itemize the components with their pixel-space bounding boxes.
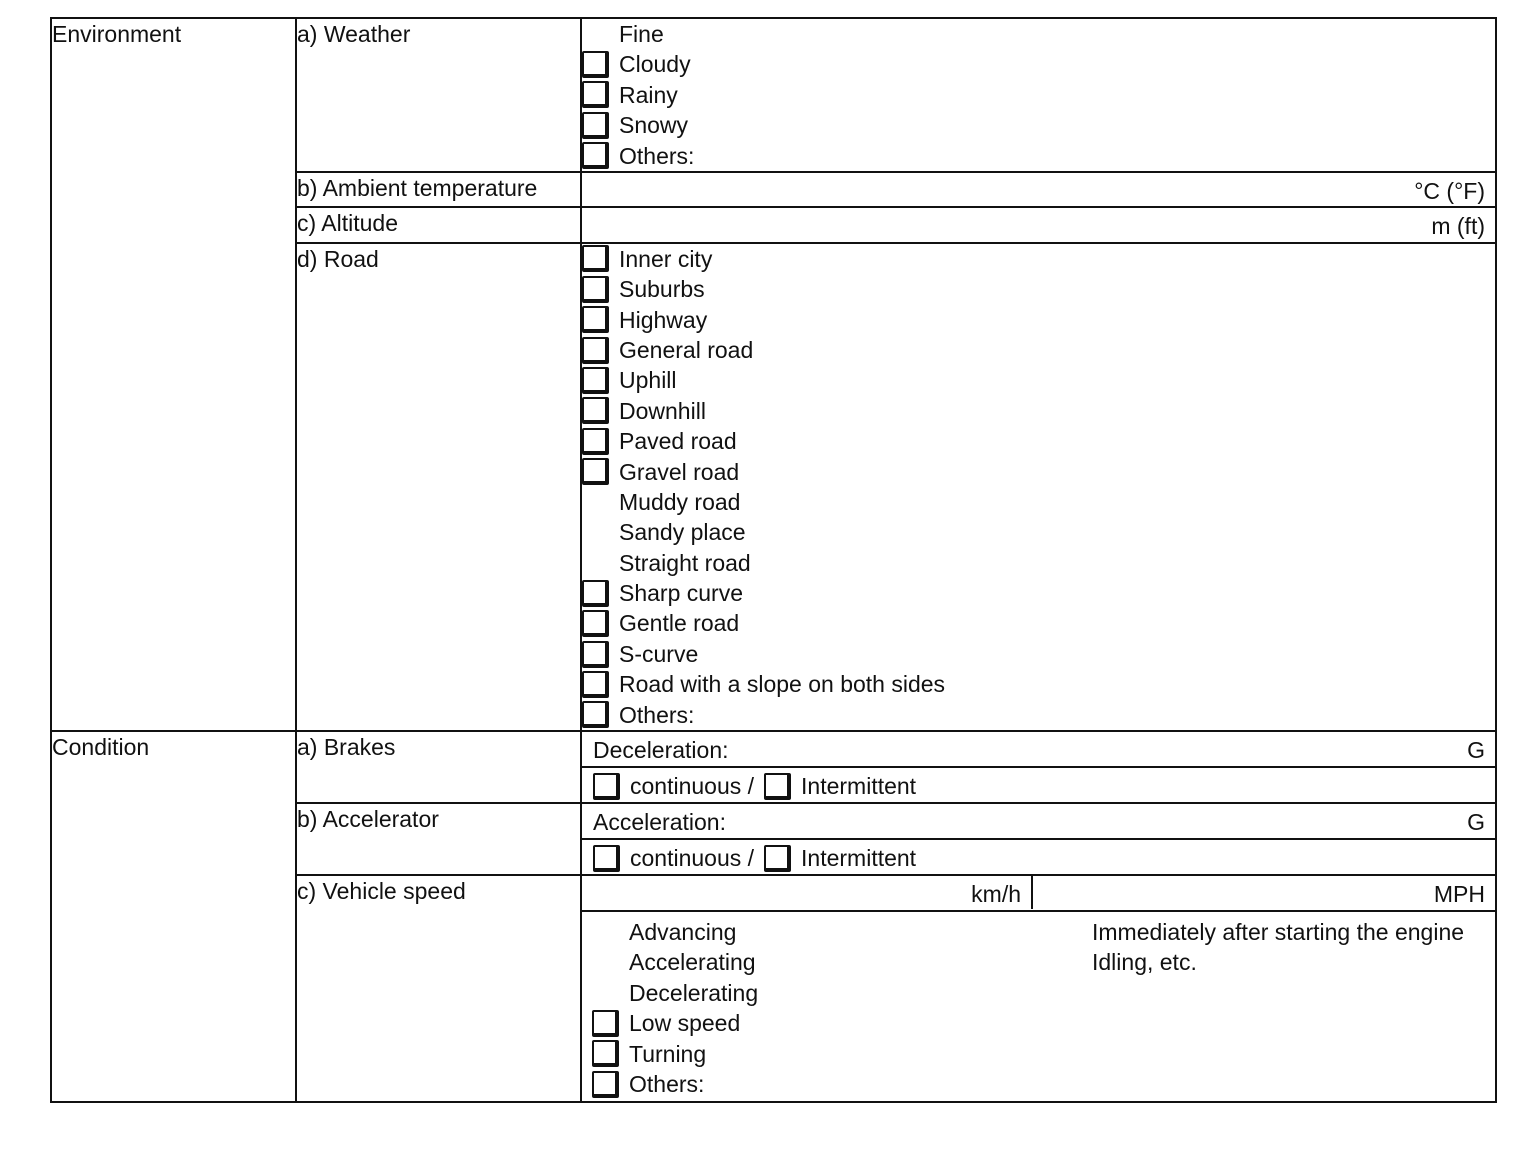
road-option [582,517,1495,547]
road-label-cell [296,243,581,731]
speed-kmh-field[interactable] [582,876,1033,909]
checkbox[interactable] [582,580,609,607]
road-option-label: Sandy place [619,519,746,546]
environment-category [51,18,296,731]
checkbox[interactable] [582,701,609,728]
accelerator-intermittent-checkbox[interactable] [764,845,791,872]
road-option-label: Muddy road [619,488,741,515]
road-option[interactable] [582,396,1495,426]
checkbox[interactable] [582,367,609,394]
altitude-unit: m (ft) [1431,213,1485,240]
environment-label: Environment [52,21,182,47]
weather-options [581,18,1496,172]
checkbox[interactable] [582,112,609,139]
road-option-label: S-curve [619,640,699,667]
checkbox[interactable] [582,306,609,333]
checkbox[interactable] [582,81,609,108]
checkbox[interactable] [592,1040,619,1067]
speed-option-label: Turning [629,1040,707,1067]
speed-kmh-unit: km/h [971,881,1021,908]
speed-option-label: Low speed [629,1010,741,1037]
speed-option[interactable] [592,1008,1082,1038]
vehicle-speed-label-cell [296,875,581,1102]
brakes-intermittent-label: Intermittent [801,773,917,800]
road-option[interactable] [582,335,1495,365]
checkbox[interactable] [592,1071,619,1098]
road-option-label: Inner city [619,245,713,272]
speed-option-label: Advancing [629,919,737,946]
checkbox-placeholder [582,489,609,516]
road-option-label: Straight road [619,549,751,576]
road-option-label: Gentle road [619,610,740,637]
checkbox-placeholder [592,919,619,946]
road-option-label: Paved road [619,428,737,455]
road-options [581,243,1496,731]
acceleration-unit: G [1467,809,1485,836]
weather-row [51,18,1496,172]
weather-option-label: Others: [619,142,695,169]
altitude-label: c) Altitude [297,210,398,237]
road-option [582,548,1495,578]
road-option-label: Uphill [619,367,677,394]
checkbox-placeholder [592,949,619,976]
checkbox-placeholder [582,519,609,546]
checkbox[interactable] [582,610,609,637]
road-option[interactable] [582,700,1495,730]
checkbox[interactable] [582,641,609,668]
accelerator-label-cell [296,803,581,875]
checkbox[interactable] [582,142,609,169]
road-option-label: Suburbs [619,276,705,303]
deceleration-label: Deceleration: [593,737,729,764]
checkbox[interactable] [582,51,609,78]
accelerator-label: b) Accelerator [297,806,439,833]
checkbox[interactable] [592,1010,619,1037]
condition-label: Condition [52,734,150,761]
road-option[interactable] [582,244,1495,274]
condition-category [51,731,296,1102]
speed-option [592,947,1082,977]
brakes-intermittent-checkbox[interactable] [764,773,791,800]
vehicle-speed-units [581,875,1496,911]
speed-option [592,978,1082,1008]
altitude-field[interactable] [581,207,1496,242]
altitude-label-cell [296,207,581,242]
road-option-label: Road with a slope on both sides [619,671,946,698]
brakes-continuous-checkbox[interactable] [593,773,620,800]
speed-option[interactable] [592,1069,1082,1099]
weather-option[interactable] [582,80,1495,110]
road-option[interactable] [582,669,1495,699]
deceleration-field[interactable] [581,731,1496,767]
weather-option[interactable] [582,141,1495,171]
checkbox-placeholder [582,549,609,576]
speed-note-idling: Idling, etc. [1092,949,1197,976]
road-option[interactable] [582,365,1495,395]
checkbox[interactable] [582,245,609,272]
weather-label: a) Weather [297,21,411,47]
condition-form-table [50,17,1497,1103]
road-option-label: Gravel road [619,458,740,485]
speed-mph-field[interactable] [1033,876,1495,909]
checkbox-placeholder [592,979,619,1006]
checkbox[interactable] [582,428,609,455]
road-option[interactable] [582,457,1495,487]
brakes-continuous-label: continuous / [630,773,755,800]
speed-option-label: Accelerating [629,949,756,976]
vehicle-speed-label: c) Vehicle speed [297,878,466,905]
ambient-temperature-field[interactable] [581,172,1496,207]
checkbox-placeholder [582,21,609,48]
speed-option [592,917,1082,947]
road-option[interactable] [582,274,1495,304]
speed-option[interactable] [592,1039,1082,1069]
accelerator-intermittent-label: Intermittent [801,845,917,872]
brakes-mode-cell [581,767,1496,803]
road-option-label: Others: [619,701,695,728]
weather-option-label: Fine [619,21,664,47]
brakes-label-cell [296,731,581,803]
acceleration-field[interactable] [581,803,1496,839]
weather-label-cell [296,18,581,172]
speed-option-label: Others: [629,1070,705,1097]
road-option[interactable] [582,578,1495,608]
checkbox[interactable] [582,337,609,364]
vehicle-speed-options [581,911,1496,1102]
speed-option-label: Decelerating [629,979,759,1006]
road-option-label: General road [619,336,754,363]
weather-option-label: Snowy [619,112,689,139]
ambient-temperature-label-cell [296,172,581,207]
weather-option [582,19,1495,49]
accelerator-continuous-label: continuous / [630,845,755,872]
road-option[interactable] [582,426,1495,456]
weather-option[interactable] [582,110,1495,140]
deceleration-unit: G [1467,737,1485,764]
checkbox[interactable] [582,276,609,303]
speed-mph-unit: MPH [1433,881,1485,908]
accelerator-continuous-checkbox[interactable] [593,845,620,872]
road-option[interactable] [582,608,1495,638]
road-label: d) Road [297,245,379,272]
ambient-temperature-unit: °C (°F) [1414,177,1485,204]
accelerator-mode-cell [581,839,1496,875]
checkbox[interactable] [582,397,609,424]
road-option-label: Sharp curve [619,580,744,607]
speed-notes [1092,912,1495,1101]
speed-note-after-start: Immediately after starting the engine [1092,919,1465,946]
weather-option-label: Cloudy [619,51,691,78]
road-option[interactable] [582,305,1495,335]
road-option[interactable] [582,639,1495,669]
weather-option-label: Rainy [619,81,678,108]
checkbox[interactable] [582,671,609,698]
brakes-label: a) Brakes [297,734,396,761]
checkbox[interactable] [582,458,609,485]
brakes-row [51,731,1496,767]
road-option [582,487,1495,517]
acceleration-label: Acceleration: [593,809,726,836]
ambient-temperature-label: b) Ambient temperature [297,174,538,201]
weather-option[interactable] [582,49,1495,79]
road-option-label: Downhill [619,397,706,424]
road-option-label: Highway [619,306,708,333]
